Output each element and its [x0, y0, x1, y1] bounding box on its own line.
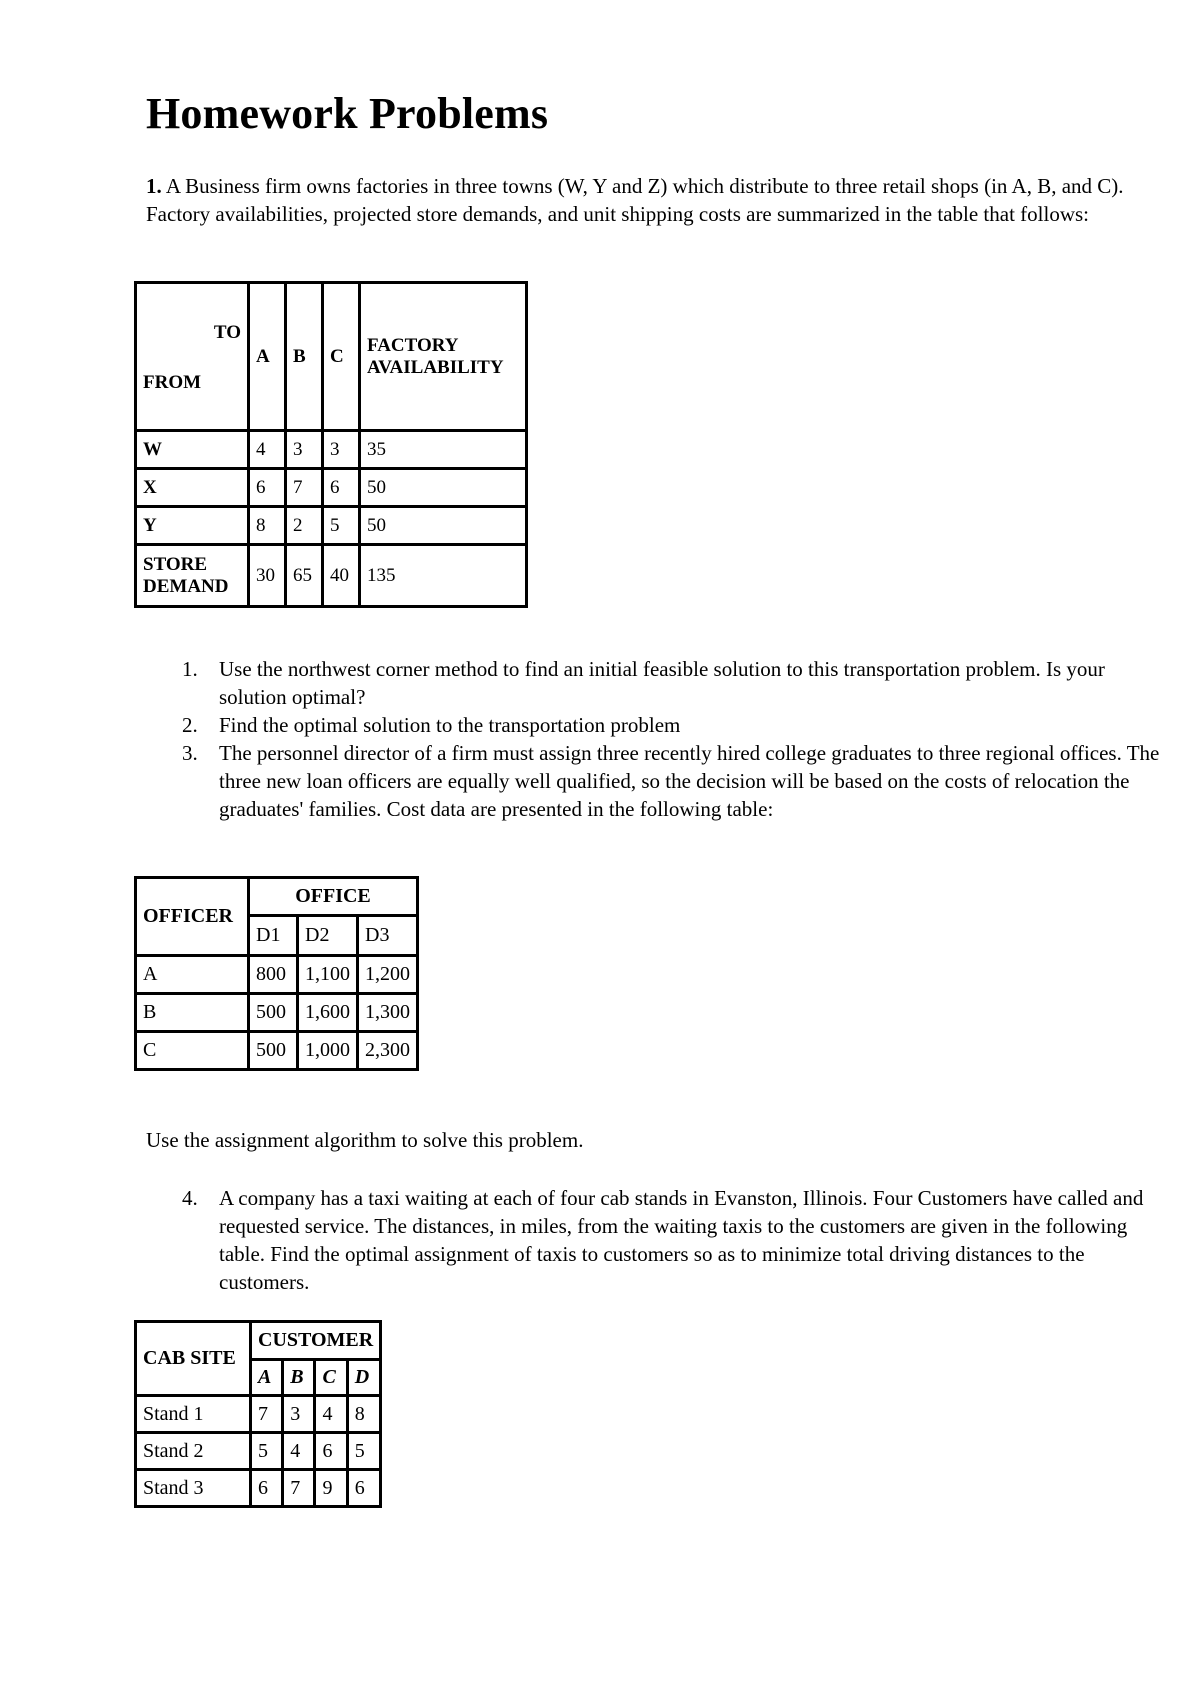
office-col-d2: D2 [298, 916, 358, 956]
row-label: Stand 2 [136, 1433, 251, 1470]
distance-cell: 5 [347, 1433, 381, 1470]
store-demand-row [136, 545, 527, 607]
list-item [146, 711, 1166, 739]
distance-cell: 5 [251, 1433, 283, 1470]
cost-cell: 2,300 [358, 1032, 418, 1070]
transportation-table [134, 281, 528, 608]
availability-cell: 50 [360, 507, 527, 545]
to-label: TO [213, 322, 241, 343]
row-label: Stand 3 [136, 1470, 251, 1507]
office-header: OFFICE [249, 878, 418, 916]
col-header-a: A [249, 283, 286, 431]
transport-header-row [136, 283, 527, 431]
cost-cell: 8 [249, 507, 286, 545]
problem-1-intro [146, 172, 1166, 228]
item-text: Find the optimal solution to the transportation problem [219, 713, 681, 737]
row-label: Stand 1 [136, 1396, 251, 1433]
cost-cell: 5 [323, 507, 360, 545]
item-text: Use the northwest corner method to find an initial feasible solution to this transportation problem. Is your solution optimal? [219, 657, 1105, 709]
customer-col-d: D [347, 1360, 381, 1396]
cost-cell: 1,600 [298, 994, 358, 1032]
distance-cell: 9 [315, 1470, 347, 1507]
office-col-d3: D3 [358, 916, 418, 956]
cost-cell: 4 [249, 431, 286, 469]
office-col-d1: D1 [249, 916, 298, 956]
distance-cell: 6 [347, 1470, 381, 1507]
row-label: B [136, 994, 249, 1032]
cost-cell: 3 [323, 431, 360, 469]
table-row [136, 1396, 381, 1433]
demand-cell: 40 [323, 545, 360, 607]
cost-cell: 1,200 [358, 956, 418, 994]
factory-availability-header: FACTORY AVAILABILITY [360, 283, 527, 431]
from-label: FROM [143, 372, 202, 393]
assignment-note: Use the assignment algorithm to solve this problem. [146, 1128, 584, 1152]
distance-cell: 6 [315, 1433, 347, 1470]
availability-cell: 50 [360, 469, 527, 507]
table-row [136, 431, 527, 469]
officer-cost-table [134, 876, 419, 1071]
col-header-b: B [286, 283, 323, 431]
item-number: 2. [182, 713, 198, 737]
table-row [136, 994, 418, 1032]
row-label: W [136, 431, 249, 469]
cost-cell: 500 [249, 1032, 298, 1070]
list-item [146, 655, 1166, 711]
cab-site-header: CAB SITE [136, 1322, 251, 1396]
table-row [136, 956, 418, 994]
row-label: X [136, 469, 249, 507]
cost-cell: 7 [286, 469, 323, 507]
problem-1-text: A Business firm owns factories in three towns (W, Y and Z) which distribute to three retail shops (in A, B, and C). Factory availabilities, projected store demands, and unit shipping costs are summarized in the table that follows: [146, 174, 1124, 226]
demand-total-cell: 135 [360, 545, 527, 607]
store-demand-label: STORE DEMAND [136, 545, 249, 607]
page-title: Homework Problems [146, 89, 549, 138]
cost-cell: 3 [286, 431, 323, 469]
distance-cell: 6 [251, 1470, 283, 1507]
cost-cell: 6 [323, 469, 360, 507]
cost-cell: 1,000 [298, 1032, 358, 1070]
item-number: 3. [182, 741, 198, 765]
table-row [136, 1032, 418, 1070]
customer-col-b: B [283, 1360, 315, 1396]
demand-cell: 65 [286, 545, 323, 607]
customer-col-c: C [315, 1360, 347, 1396]
row-label: A [136, 956, 249, 994]
demand-cell: 30 [249, 545, 286, 607]
customer-header: CUSTOMER [251, 1322, 381, 1360]
distance-cell: 8 [347, 1396, 381, 1433]
item-number: 1. [182, 657, 198, 681]
list-item [146, 739, 1166, 823]
row-label: Y [136, 507, 249, 545]
cost-cell: 500 [249, 994, 298, 1032]
item-number: 4. [182, 1186, 198, 1210]
officer-header: OFFICER [136, 878, 249, 956]
cost-cell: 1,300 [358, 994, 418, 1032]
distance-cell: 4 [315, 1396, 347, 1433]
list-item [146, 1184, 1166, 1296]
table-row [136, 1470, 381, 1507]
question-list-2 [146, 1184, 1166, 1296]
officer-header-row [136, 878, 418, 916]
table-row [136, 469, 527, 507]
problem-1-number: 1. [146, 174, 162, 198]
customer-col-a: A [251, 1360, 283, 1396]
distance-cell: 3 [283, 1396, 315, 1433]
cost-cell: 1,100 [298, 956, 358, 994]
cost-cell: 800 [249, 956, 298, 994]
table-row [136, 507, 527, 545]
to-from-cell [136, 283, 249, 431]
table-row [136, 1433, 381, 1470]
row-label: C [136, 1032, 249, 1070]
cab-distance-table [134, 1320, 382, 1508]
question-list [146, 655, 1166, 823]
cost-cell: 6 [249, 469, 286, 507]
cab-header-row [136, 1322, 381, 1360]
availability-cell: 35 [360, 431, 527, 469]
cost-cell: 2 [286, 507, 323, 545]
distance-cell: 4 [283, 1433, 315, 1470]
col-header-c: C [323, 283, 360, 431]
item-text: The personnel director of a firm must assign three recently hired college graduates to three regional offices. The three new loan officers are equally well qualified, so the decision will be based on the costs of relocation the graduates' families. Cost data are presented in the following table: [219, 741, 1160, 821]
item-text: A company has a taxi waiting at each of four cab stands in Evanston, Illinois. Four Customers have called and requested service. The distances, in miles, from the waiting taxis to the customers are given in the following table. Find the optimal assignment of taxis to customers so as to minimize total driving distances to the customers. [219, 1186, 1144, 1294]
distance-cell: 7 [251, 1396, 283, 1433]
distance-cell: 7 [283, 1470, 315, 1507]
